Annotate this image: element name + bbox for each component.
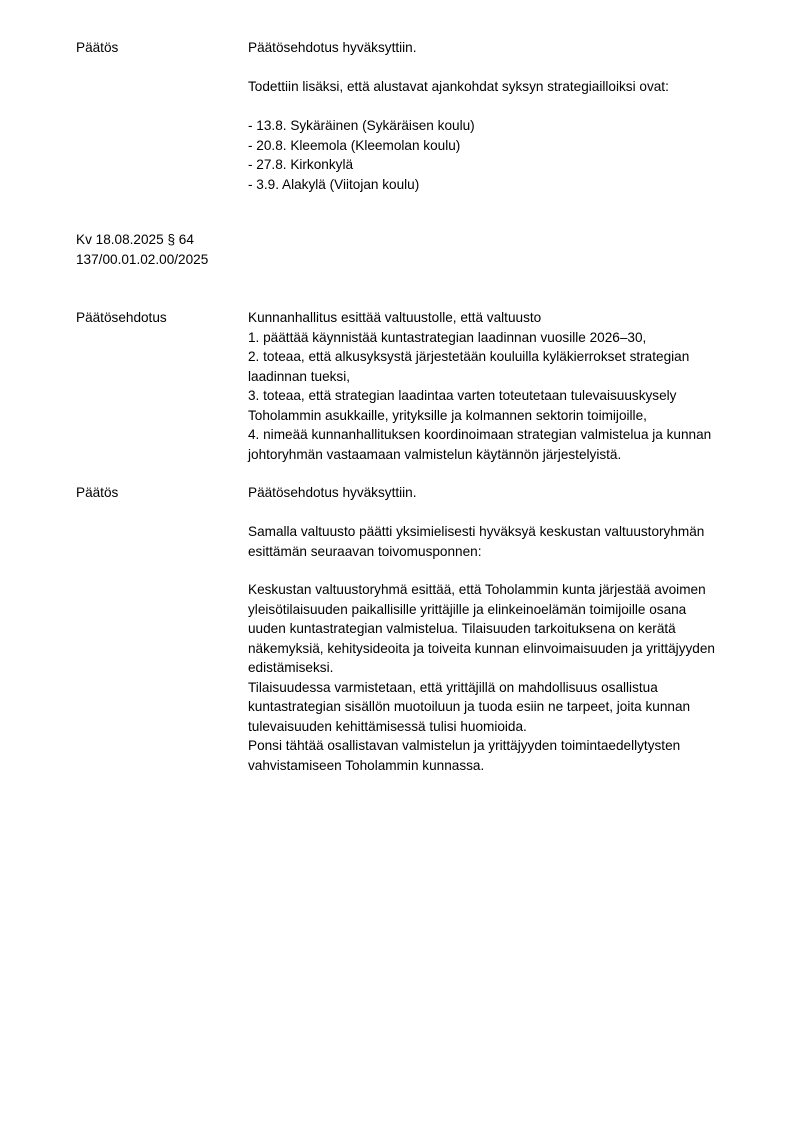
motion-line: Keskustan valtuustoryhmä esittää, että Toholammin kunta järjestää avoimen [248, 582, 706, 597]
proposal-line: johtoryhmän vastaamaan valmistelun käytännön järjestelyistä. [248, 446, 622, 462]
date-item: - 27.8. Kirkonkylä [248, 157, 354, 172]
section2-decision: Päätösehdotus hyväksyttiin. [248, 485, 417, 500]
date-item: - 13.8. Sykäräinen (Sykäräisen koulu) [248, 118, 475, 133]
motion-line: vahvistamiseen Toholammin kunnassa. [248, 757, 485, 773]
date-item: - 20.8. Kleemola (Kleemolan koulu) [248, 137, 461, 153]
section2-label: Päätös [76, 485, 119, 500]
motion-line: Tilaisuudessa varmistetaan, että yrittäjillä on mahdollisuus osallistua [248, 679, 658, 695]
meeting-ref-block [76, 230, 208, 269]
proposal-line: 2. toteaa, että alkusyksystä järjestetään kouluilla kyläkierrokset strategian [248, 349, 690, 364]
intro-line: Samalla valtuusto päätti yksimielisesti hyväksyä keskustan valtuustoryhmän [248, 524, 705, 539]
proposal-line: 3. toteaa, että strategian laadintaa varten toteutetaan tulevaisuuskysely [248, 388, 677, 403]
motion-line: Ponsi tähtää osallistavan valmistelun ja yrittäjyyden toimintaedellytysten [248, 738, 681, 753]
proposal-line: laadinnan tueksi, [248, 368, 351, 384]
record-number: 137/00.01.02.00/2025 [76, 251, 209, 267]
proposal-line: Toholammin asukkaille, yrityksille ja kolmannen sektorin toimijoille, [248, 407, 647, 423]
proposal-line: 4. nimeää kunnanhallituksen koordinoimaan strategian valmistelua ja kunnan [248, 427, 712, 442]
proposal-label: Päätösehdotus [76, 310, 167, 325]
motion-line: tulevaisuuden kehittämisessä tulisi huomioida. [248, 718, 527, 734]
section1-note: Todettiin lisäksi, että alustavat ajankohdat syksyn strategiailloiksi ovat: [248, 79, 669, 94]
motion-line: edistämiseksi. [248, 660, 334, 675]
motion-line: näkemyksiä, kehitysideoita ja toiveita kunnan elinvoimaisuuden ja yrittäjyyden [248, 640, 715, 656]
motion-text [248, 580, 715, 775]
meeting-ref: Kv 18.08.2025 § 64 [76, 232, 194, 247]
motion-line: uuden kuntastrategian valmistelua. Tilaisuuden tarkoituksena on kerätä [248, 621, 676, 636]
date-item: - 3.9. Alakylä (Viitojan koulu) [248, 176, 420, 192]
proposal-line: 1. päättää käynnistää kuntastrategian laadinnan vuosille 2026–30, [248, 329, 647, 345]
intro-line: esittämän seuraavan toivomusponnen: [248, 543, 482, 559]
section1-decision: Päätösehdotus hyväksyttiin. [248, 40, 417, 55]
motion-line: kuntastrategian sisällön muotoiluun ja tuoda esiin ne tarpeet, joita kunnan [248, 699, 691, 714]
proposal-text [248, 308, 711, 464]
motion-line: yleisötilaisuuden paikallisille yrittäjille ja elinkeinoelämän toimijoille osana [248, 601, 687, 617]
section2-intro [248, 522, 704, 561]
proposal-line: Kunnanhallitus esittää valtuustolle, että valtuusto [248, 310, 542, 325]
section1-dates [248, 116, 475, 194]
section1-label: Päätös [76, 40, 119, 55]
